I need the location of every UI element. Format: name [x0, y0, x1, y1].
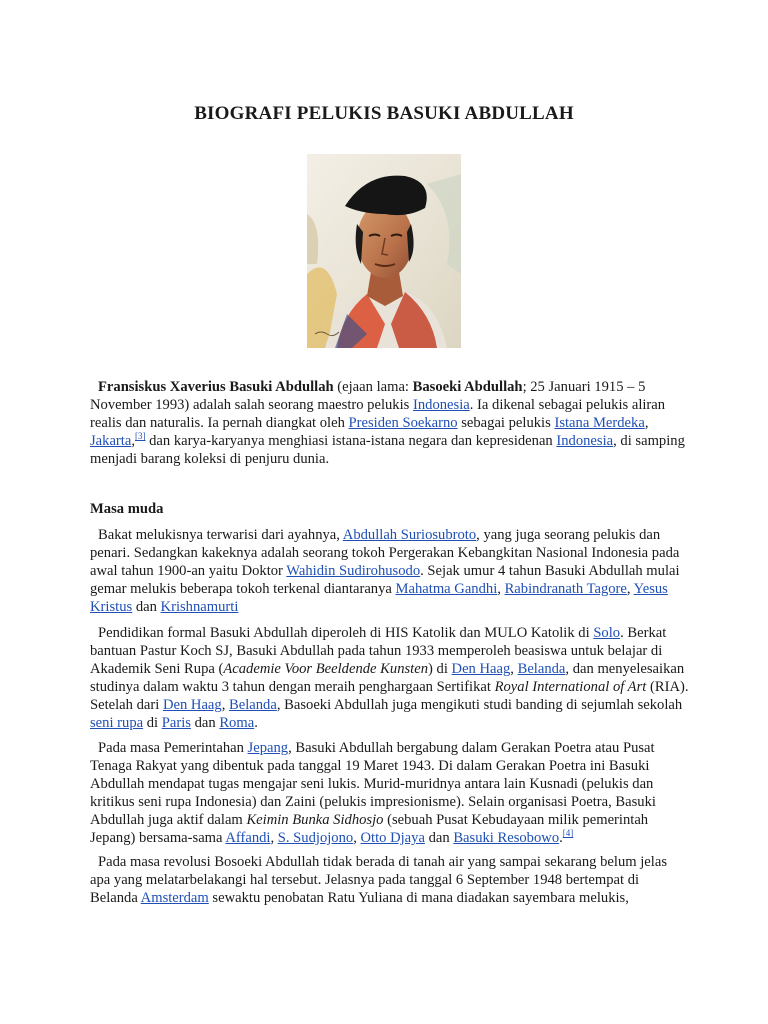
- text-span: di: [143, 715, 162, 731]
- text-span: Pada masa revolusi Bosoeki Abdullah tidak berada di tanah air yang sampai sekarang belum jelas apa yang melatarbelakangi hal tersebut. Jelasnya pada tanggal 6 September 1948 bertempat di Belanda: [90, 854, 667, 906]
- link-abdullah-suriosubroto[interactable]: Abdullah Suriosubroto: [342, 527, 477, 543]
- old-name: Basoeki Abdullah: [412, 379, 523, 395]
- text-span: (ejaan lama:: [333, 379, 413, 395]
- link-amsterdam[interactable]: Amsterdam: [140, 890, 209, 906]
- text-span: dan: [132, 599, 161, 615]
- link-krishnamurti[interactable]: Krishnamurti: [160, 599, 239, 615]
- text-span: sewaktu penobatan Ratu Yuliana di mana diadakan sayembara melukis,: [208, 890, 629, 906]
- text-span: ,: [270, 830, 278, 846]
- text-span: ) di: [428, 661, 452, 677]
- link-yesus-kristus[interactable]: Yesus Kristus: [90, 581, 668, 615]
- paragraph-masa-muda-3: [90, 739, 690, 847]
- text-span: . Sejak umur 4 tahun Basuki Abdullah mulai gemar melukis beberapa tokoh terkenal diantaranya: [90, 563, 680, 597]
- text-span: , Basoeki Abdullah juga mengikuti studi banding di sejumlah sekolah: [276, 697, 683, 713]
- link-roma[interactable]: Roma: [219, 715, 255, 731]
- link-s-sudjojono[interactable]: S. Sudjojono: [277, 830, 354, 846]
- link-paris[interactable]: Paris: [161, 715, 191, 731]
- italic-academie: Academie Voor Beeldende Kunsten: [223, 661, 429, 677]
- text-span: .: [559, 830, 563, 846]
- link-presiden-soekarno[interactable]: Presiden Soekarno: [348, 415, 458, 431]
- text-span: dan: [424, 830, 454, 846]
- text-span: .: [254, 715, 258, 731]
- text-span: ,: [221, 697, 230, 713]
- text-span: , di samping menjadi barang koleksi di penjuru dunia.: [90, 433, 685, 467]
- text-span: ,: [510, 661, 518, 677]
- link-den-haag-2[interactable]: Den Haag: [162, 697, 222, 713]
- intro-paragraph: [90, 378, 690, 468]
- link-basuki-resobowo[interactable]: Basuki Resobowo: [453, 830, 560, 846]
- italic-royal: Royal International of Art: [494, 679, 647, 695]
- section-heading-masa-muda: Masa muda: [90, 501, 164, 517]
- text-span: . Berkat bantuan Pastur Koch SJ, Basuki Abdullah pada tahun 1933 memperoleh beasiswa untuk belajar di Akademik Seni Rupa (: [90, 625, 667, 677]
- text-span: ,: [644, 415, 649, 431]
- text-span: (RIA). Setelah dari: [90, 679, 689, 713]
- text-span: ,: [131, 433, 135, 449]
- text-span: Pendidikan formal Basuki Abdullah diperoleh di HIS Katolik dan MULO Katolik di: [98, 625, 594, 641]
- link-rabindranath-tagore[interactable]: Rabindranath Tagore: [504, 581, 627, 597]
- text-span: , Basuki Abdullah bergabung dalam Gerakan Poetra atau Pusat Tenaga Rakyat yang dibentuk pada tanggal 19 Maret 1943. Di dalam Gerakan Poetra ini Basuki Abdullah mendapat tugas mengajar seni lukis. Murid-muridnya antara lain Kusnadi (pelukis dan kritikus seni rupa Indonesia) dan Zaini (pelukis impresionisme). Selain organisasi Poetra, Basuki Abdullah juga aktif dalam: [90, 740, 656, 828]
- link-solo[interactable]: Solo: [593, 625, 621, 641]
- text-span: dan karya-karyanya menghiasi istana-istana negara dan kepresidenan: [145, 433, 557, 449]
- link-mahatma-gandhi[interactable]: Mahatma Gandhi: [395, 581, 498, 597]
- paragraph-masa-revolusi: [90, 853, 690, 907]
- link-istana-merdeka[interactable]: Istana Merdeka: [554, 415, 645, 431]
- full-name: Fransiskus Xaverius Basuki Abdullah: [98, 379, 334, 395]
- link-indonesia-2[interactable]: Indonesia: [556, 433, 614, 449]
- reference-3[interactable]: [3]: [134, 431, 146, 442]
- text-span: ,: [497, 581, 505, 597]
- link-den-haag[interactable]: Den Haag: [451, 661, 511, 677]
- text-span: dan: [190, 715, 220, 731]
- text-span: ; 25 Januari 1915 – 5 November 1993) adalah salah seorang maestro pelukis: [90, 379, 646, 413]
- link-belanda[interactable]: Belanda: [517, 661, 566, 677]
- link-jakarta[interactable]: Jakarta: [90, 433, 132, 449]
- text-span: . Ia dikenal sebagai pelukis aliran realis dan naturalis. Ia pernah diangkat oleh: [90, 397, 666, 431]
- link-belanda-2[interactable]: Belanda: [229, 697, 277, 713]
- text-span: (sebuah Pusat Kebudayaan milik pemerintah Jepang) bersama-sama: [90, 812, 649, 846]
- text-span: Pada masa Pemerintahan: [98, 740, 248, 756]
- text-span: ,: [626, 581, 634, 597]
- paragraph-masa-muda-1: [90, 526, 690, 616]
- link-indonesia[interactable]: Indonesia: [413, 397, 470, 413]
- text-span: , yang juga seorang pelukis dan penari. Sedangkan kakeknya adalah seorang tokoh Pergerakan Kebangkitan Nasional Indonesia pada awal tahun 1900-an yaitu Doktor: [90, 527, 680, 579]
- text-span: , dan menyelesaikan studinya dalam waktu 3 tahun dengan meraih penghargaan Sertifikat: [90, 661, 685, 695]
- link-affandi[interactable]: Affandi: [225, 830, 271, 846]
- link-seni-rupa[interactable]: seni rupa: [90, 715, 144, 731]
- link-jepang[interactable]: Jepang: [247, 740, 289, 756]
- text-span: Bakat melukisnya terwarisi dari ayahnya,: [98, 527, 343, 543]
- reference-4[interactable]: [4]: [562, 828, 574, 839]
- portrait-painting-icon: [307, 154, 461, 348]
- link-otto-djaya[interactable]: Otto Djaya: [360, 830, 425, 846]
- page-title: BIOGRAFI PELUKIS BASUKI ABDULLAH: [194, 103, 574, 124]
- paragraph-masa-muda-2: [90, 624, 690, 732]
- italic-keimin: Keimin Bunka Sidhosjo: [246, 812, 384, 828]
- link-wahidin-sudirohusodo[interactable]: Wahidin Sudirohusodo: [286, 563, 421, 579]
- text-span: sebagai pelukis: [457, 415, 555, 431]
- text-span: ,: [353, 830, 361, 846]
